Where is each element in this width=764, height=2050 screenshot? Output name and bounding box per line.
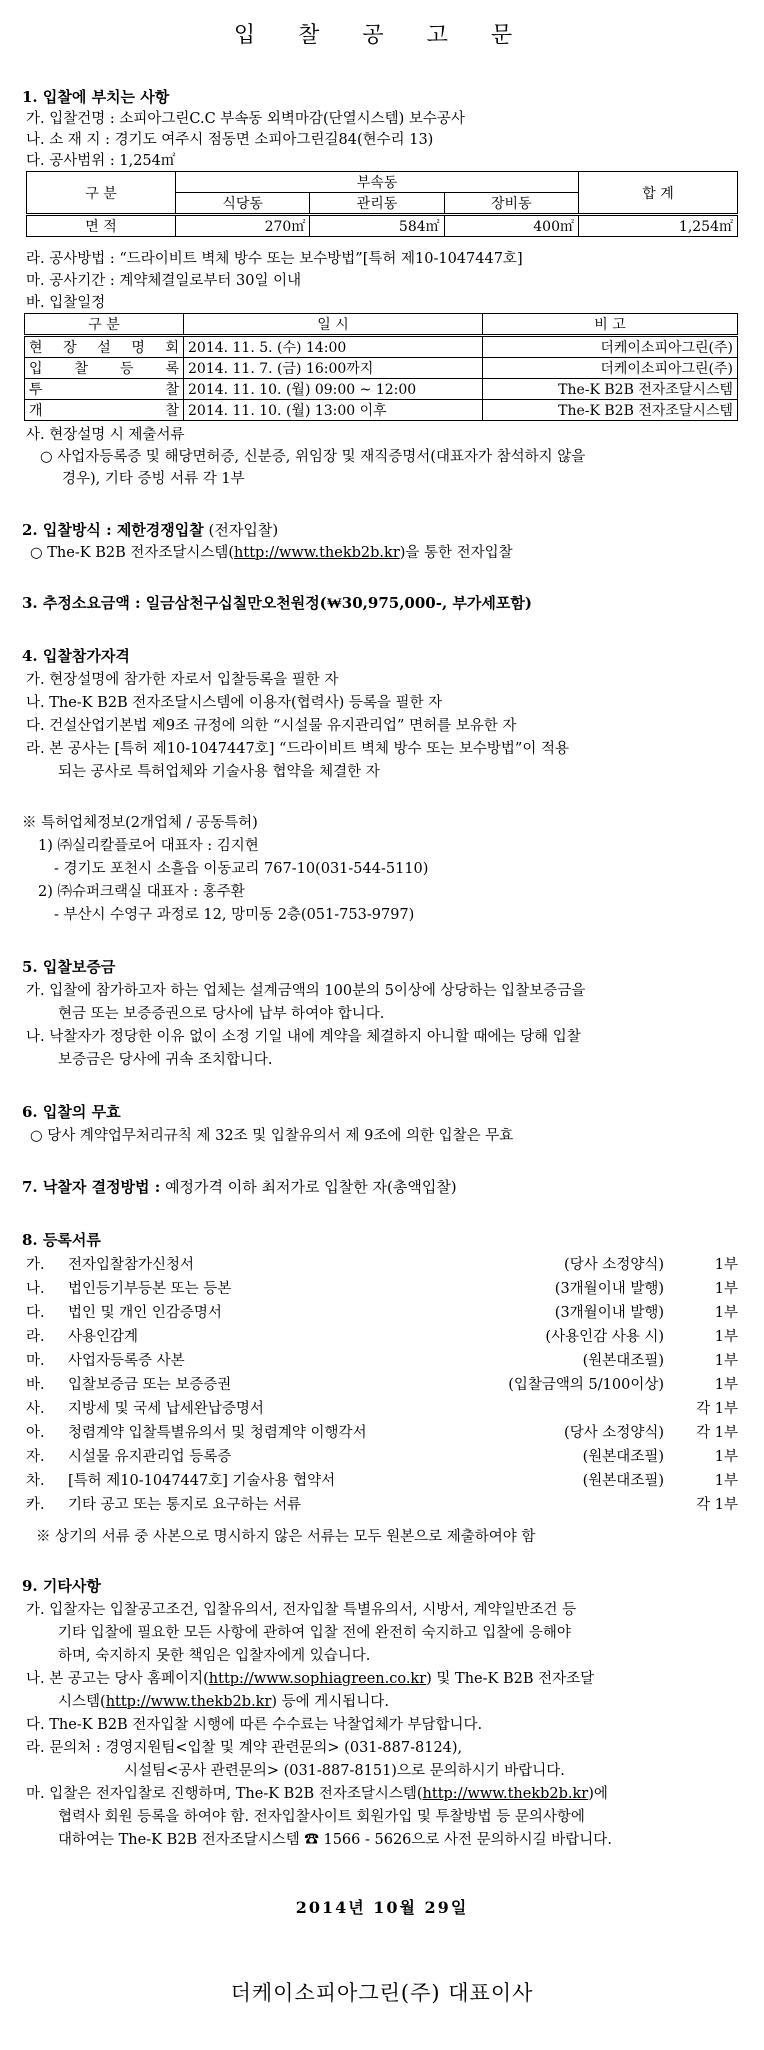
- s6-item-a: ○ 당사 계약업무처리규칙 제 32조 및 입찰유의서 제 9조에 의한 입찰은 무효: [30, 1128, 514, 1144]
- document-item-key: 카.: [26, 1497, 45, 1513]
- section-7-heading: [22, 1176, 457, 1197]
- s4-item-d-line2: 되는 공사로 특허업체와 기술사용 협약을 체결한 자: [58, 764, 380, 780]
- document-item-key: 아.: [26, 1425, 45, 1441]
- section-7-heading-normal: 예정가격 이하 최저가로 입찰한 자(총액입찰): [160, 1178, 457, 1196]
- section-8-heading: 8. 등록서류: [22, 1231, 101, 1249]
- s9-item-e-line1: [26, 1782, 608, 1803]
- document-item-qty: 각 1부: [696, 1497, 738, 1513]
- document-item-name: 입찰보증금 또는 보증증권: [68, 1377, 232, 1393]
- s5-item-b-line1: 나. 낙찰자가 정당한 이유 없이 소정 기일 내에 계약을 체결하지 아니할 때에는 당해 입찰: [26, 1029, 581, 1045]
- area-table-v2: 584㎡: [310, 215, 444, 237]
- schedule-row-datetime: 2014. 11. 10. (월) 13:00 이후: [184, 400, 483, 421]
- signature: 더케이소피아그린(주) 대표이사: [230, 1981, 534, 2005]
- document-item-key: 자.: [26, 1449, 45, 1465]
- document-item-qty: 각 1부: [696, 1401, 738, 1417]
- schedule-row-label: 현 장 설 명 회: [25, 336, 184, 358]
- section-2-heading-normal: (전자입찰): [203, 521, 279, 539]
- document-item: [0, 1397, 764, 1419]
- document-item: [0, 1349, 764, 1371]
- s9-e1-post: )에: [588, 1786, 608, 1802]
- section-1-heading: 1. 입찰에 부치는 사항: [22, 88, 170, 106]
- s9-item-a-line1: 가. 입찰자는 입찰공고조건, 입찰유의서, 전자입찰 특별유의서, 시방서, 계약일반조건 등: [26, 1602, 577, 1618]
- s9-item-a-line3: 하며, 숙지하지 못한 책임은 입찰자에게 있습니다.: [58, 1648, 371, 1664]
- document-item: [0, 1421, 764, 1443]
- patent-company-1-address: - 경기도 포천시 소흘읍 이동교리 767-10(031-544-5110): [54, 861, 429, 877]
- schedule-row-note: The-K B2B 전자조달시스템: [483, 379, 738, 400]
- thekb2b-link[interactable]: http://www.thekb2b.kr: [105, 1694, 272, 1710]
- s1-item-d: 라. 공사방법 : “드라이비트 벽체 방수 또는 보수방법”[특허 제10-1047447호]: [26, 251, 523, 267]
- s9-item-e-line3: 대하여는 The-K B2B 전자조달시스템 ☎ 1566 - 5626으로 사전 문의하시길 바랍니다.: [58, 1832, 612, 1848]
- s4-item-d-line1: 라. 본 공사는 [특허 제10-1047447호] “드라이비트 벽체 방수 또는 보수방법”이 적용: [26, 741, 569, 757]
- section-3-heading: 3. 추정소요금액 : 일금삼천구십칠만오천원정(₩30,975,000-, 부가세포함): [22, 594, 532, 612]
- s9-b1-post: ) 및 The-K B2B 전자조달: [426, 1671, 595, 1687]
- document-item-key: 다.: [26, 1305, 45, 1321]
- document-list: [0, 1253, 764, 1523]
- area-table-header-total: 합 계: [579, 172, 738, 215]
- s9-item-b-line2: [58, 1690, 389, 1711]
- document-item-qty: 1부: [714, 1305, 738, 1321]
- area-table-v1: 270㎡: [176, 215, 310, 237]
- notice-date: 2014년 10월 29일: [295, 1898, 469, 1917]
- s2-line-post: )을 통한 전자입찰: [399, 545, 513, 561]
- area-table-header-busok: 부속동: [176, 172, 579, 193]
- s1-item-g: 사. 현장설명 시 제출서류: [26, 427, 185, 443]
- schedule-header-note: 비 고: [483, 314, 738, 336]
- section-7-heading-bold: 7. 낙찰자 결정방법 :: [22, 1178, 161, 1196]
- schedule-row-label: 투 찰: [25, 379, 184, 400]
- document-item-name: 법인 및 개인 인감증명서: [68, 1305, 222, 1321]
- document-item-key: 사.: [26, 1401, 45, 1417]
- document-item-name: 법인등기부등본 또는 등본: [68, 1281, 232, 1297]
- schedule-table: [24, 313, 738, 421]
- s5-item-a-line1: 가. 입찰에 참가하고자 하는 업체는 설계금액의 100분의 5이상에 상당하는 입찰보증금을: [26, 983, 586, 999]
- s4-item-c: 다. 건설산업기본법 제9조 규정에 의한 “시설물 유지관리업” 면허를 보유한 자: [26, 718, 517, 734]
- document-item-key: 라.: [26, 1329, 45, 1345]
- s9-b2-pre: 시스템(: [58, 1694, 106, 1710]
- area-table-header-gubun: 구 분: [27, 172, 176, 215]
- s1-item-f: 바. 입찰일정: [26, 295, 106, 311]
- sophiagreen-link[interactable]: http://www.sophiagreen.co.kr: [208, 1671, 427, 1687]
- s9-b1-pre: 나. 본 공고는 당사 홈페이지(: [26, 1671, 209, 1687]
- document-item-key: 바.: [26, 1377, 45, 1393]
- s9-b2-post: ) 등에 게시됩니다.: [271, 1694, 389, 1710]
- s1-item-c: 다. 공사범위 : 1,254㎡: [26, 153, 176, 169]
- s9-item-a-line2: 기타 입찰에 필요한 모든 사항에 관하여 입찰 전에 완전히 숙지하고 입찰에 응해야: [58, 1625, 571, 1641]
- document-item-qty: 1부: [714, 1353, 738, 1369]
- document-item-name: 사업자등록증 사본: [68, 1353, 185, 1369]
- document-item: [0, 1253, 764, 1275]
- s9-item-d-line1: 라. 문의처 : 경영지원팀<입찰 및 계약 관련문의> (031-887-8124),: [26, 1740, 463, 1756]
- document-item-key: 차.: [26, 1473, 45, 1489]
- schedule-row-label: 입 찰 등 록: [25, 358, 184, 379]
- schedule-row-note: The-K B2B 전자조달시스템: [483, 400, 738, 421]
- document-item-qty: 1부: [714, 1257, 738, 1273]
- document-item-qty: 1부: [714, 1449, 738, 1465]
- document-item: [0, 1493, 764, 1515]
- area-table-row-label: 면 적: [27, 215, 176, 237]
- schedule-row-note: 더케이소피아그린(주): [483, 358, 738, 379]
- s2-line: [30, 541, 513, 562]
- schedule-row-datetime: 2014. 11. 5. (수) 14:00: [184, 336, 483, 358]
- page-title: 입 찰 공 고 문: [233, 23, 531, 48]
- document-item-note: (당사 소정양식): [564, 1425, 664, 1441]
- area-table-col-1: 식당동: [176, 193, 310, 215]
- section-4-heading: 4. 입찰참가자격: [22, 647, 130, 665]
- document-item-note: (입찰금액의 5/100이상): [508, 1377, 664, 1393]
- document-item-name: 기타 공고 또는 통지로 요구하는 서류: [68, 1497, 302, 1513]
- document-item: [0, 1325, 764, 1347]
- s1-item-e: 마. 공사기간 : 계약체결일로부터 30일 이내: [26, 273, 302, 289]
- schedule-row-datetime: 2014. 11. 7. (금) 16:00까지: [184, 358, 483, 379]
- document-item: [0, 1373, 764, 1395]
- s9-e1-pre: 마. 입찰은 전자입찰로 진행하며, The-K B2B 전자조달시스템(: [26, 1786, 423, 1802]
- s9-item-b-line1: [26, 1667, 594, 1688]
- document-item-name: 시설물 유지관리업 등록증: [68, 1449, 232, 1465]
- s9-item-c: 다. The-K B2B 전자입찰 시행에 따른 수수료는 낙찰업체가 부담합니다.: [26, 1717, 483, 1733]
- document-item-key: 나.: [26, 1281, 45, 1297]
- section-5-heading: 5. 입찰보증금: [22, 958, 116, 976]
- thekb2b-link[interactable]: http://www.thekb2b.kr: [422, 1786, 589, 1802]
- s1-item-a: 가. 입찰건명 : 소피아그린C.C 부속동 외벽마감(단열시스템) 보수공사: [26, 111, 465, 127]
- section-6-heading: 6. 입찰의 무효: [22, 1103, 121, 1121]
- patent-company-1: 1) ㈜실리칼플로어 대표자 : 김지현: [38, 838, 259, 854]
- patent-heading: ※ 특허업체정보(2개업체 / 공동특허): [22, 815, 258, 831]
- thekb2b-link[interactable]: http://www.thekb2b.kr: [234, 545, 400, 561]
- s1-item-b: 나. 소 재 지 : 경기도 여주시 점동면 소피아그린길84(현수리 13): [26, 132, 434, 148]
- document-item: [0, 1301, 764, 1323]
- document-item-name: 청렴계약 입찰특별유의서 및 청렴계약 이행각서: [68, 1425, 367, 1441]
- s9-item-e-line2: 협력사 회원 등록을 하여야 함. 전자입찰사이트 회원가입 및 투찰방법 등 문의사항에: [58, 1809, 585, 1825]
- area-table-col-2: 관리동: [310, 193, 444, 215]
- document-item-note: (원본대조필): [582, 1353, 664, 1369]
- document-item: [0, 1445, 764, 1467]
- s8-footnote: ※ 상기의 서류 중 사본으로 명시하지 않은 서류는 모두 원본으로 제출하여야 함: [36, 1529, 536, 1545]
- schedule-row-note: 더케이소피아그린(주): [483, 336, 738, 358]
- document-item-qty: 1부: [714, 1281, 738, 1297]
- s4-item-a: 가. 현장설명에 참가한 자로서 입찰등록을 필한 자: [26, 672, 339, 688]
- s9-item-d-line2: 시설팀<공사 관련문의> (031-887-8151)으로 문의하시기 바랍니다.: [124, 1763, 565, 1779]
- schedule-row-label: 개 찰: [25, 400, 184, 421]
- patent-company-2: 2) ㈜슈퍼크랙실 대표자 : 홍주환: [38, 884, 245, 900]
- document-item-note: (3개월이내 발행): [554, 1305, 664, 1321]
- document-item-name: 전자입찰참가신청서: [68, 1257, 195, 1273]
- document-item-qty: 1부: [714, 1473, 738, 1489]
- area-table: [26, 171, 738, 237]
- document-item-qty: 1부: [714, 1377, 738, 1393]
- s1-item-g-line2: 경우), 기타 증빙 서류 각 1부: [62, 471, 245, 487]
- area-table-col-3: 장비동: [444, 193, 578, 215]
- section-2-heading: [22, 519, 278, 540]
- section-9-heading: 9. 기타사항: [22, 1577, 101, 1595]
- document-item-name: [특허 제10-1047447호] 기술사용 협약서: [68, 1473, 336, 1489]
- document-item: [0, 1277, 764, 1299]
- document-item-note: (당사 소정양식): [564, 1257, 664, 1273]
- document-item-name: 지방세 및 국세 납세완납증명서: [68, 1401, 264, 1417]
- document-item-qty: 1부: [714, 1329, 738, 1345]
- area-table-v3: 400㎡: [444, 215, 578, 237]
- schedule-header-datetime: 일 시: [184, 314, 483, 336]
- document-item-name: 사용인감계: [68, 1329, 139, 1345]
- document-item-key: 마.: [26, 1353, 45, 1369]
- area-table-v4: 1,254㎡: [579, 215, 738, 237]
- s2-line-pre: ○ The-K B2B 전자조달시스템(: [30, 545, 235, 561]
- schedule-header-gubun: 구 분: [25, 314, 184, 336]
- s5-item-b-line2: 보증금은 당사에 귀속 조치합니다.: [58, 1052, 273, 1068]
- document-item-qty: 각 1부: [696, 1425, 738, 1441]
- s5-item-a-line2: 현금 또는 보증증권으로 당사에 납부 하여야 합니다.: [58, 1006, 385, 1022]
- document-item-note: (3개월이내 발행): [554, 1281, 664, 1297]
- s1-item-g-line1: ○ 사업자등록증 및 해당면허증, 신분증, 위임장 및 재직증명서(대표자가 참석하지 않을: [40, 449, 586, 465]
- section-2-heading-bold: 2. 입찰방식 : 제한경쟁입찰: [22, 521, 204, 539]
- document-item-note: (원본대조필): [582, 1473, 664, 1489]
- document-item-note: (원본대조필): [582, 1449, 664, 1465]
- schedule-row-datetime: 2014. 11. 10. (월) 09:00 ~ 12:00: [184, 379, 483, 400]
- s4-item-b: 나. The-K B2B 전자조달시스템에 이용자(협력사) 등록을 필한 자: [26, 695, 443, 711]
- document-item-key: 가.: [26, 1257, 45, 1273]
- document-item: [0, 1469, 764, 1491]
- document-item-note: (사용인감 사용 시): [545, 1329, 664, 1345]
- patent-company-2-address: - 부산시 수영구 과정로 12, 망미동 2층(051-753-9797): [54, 907, 415, 923]
